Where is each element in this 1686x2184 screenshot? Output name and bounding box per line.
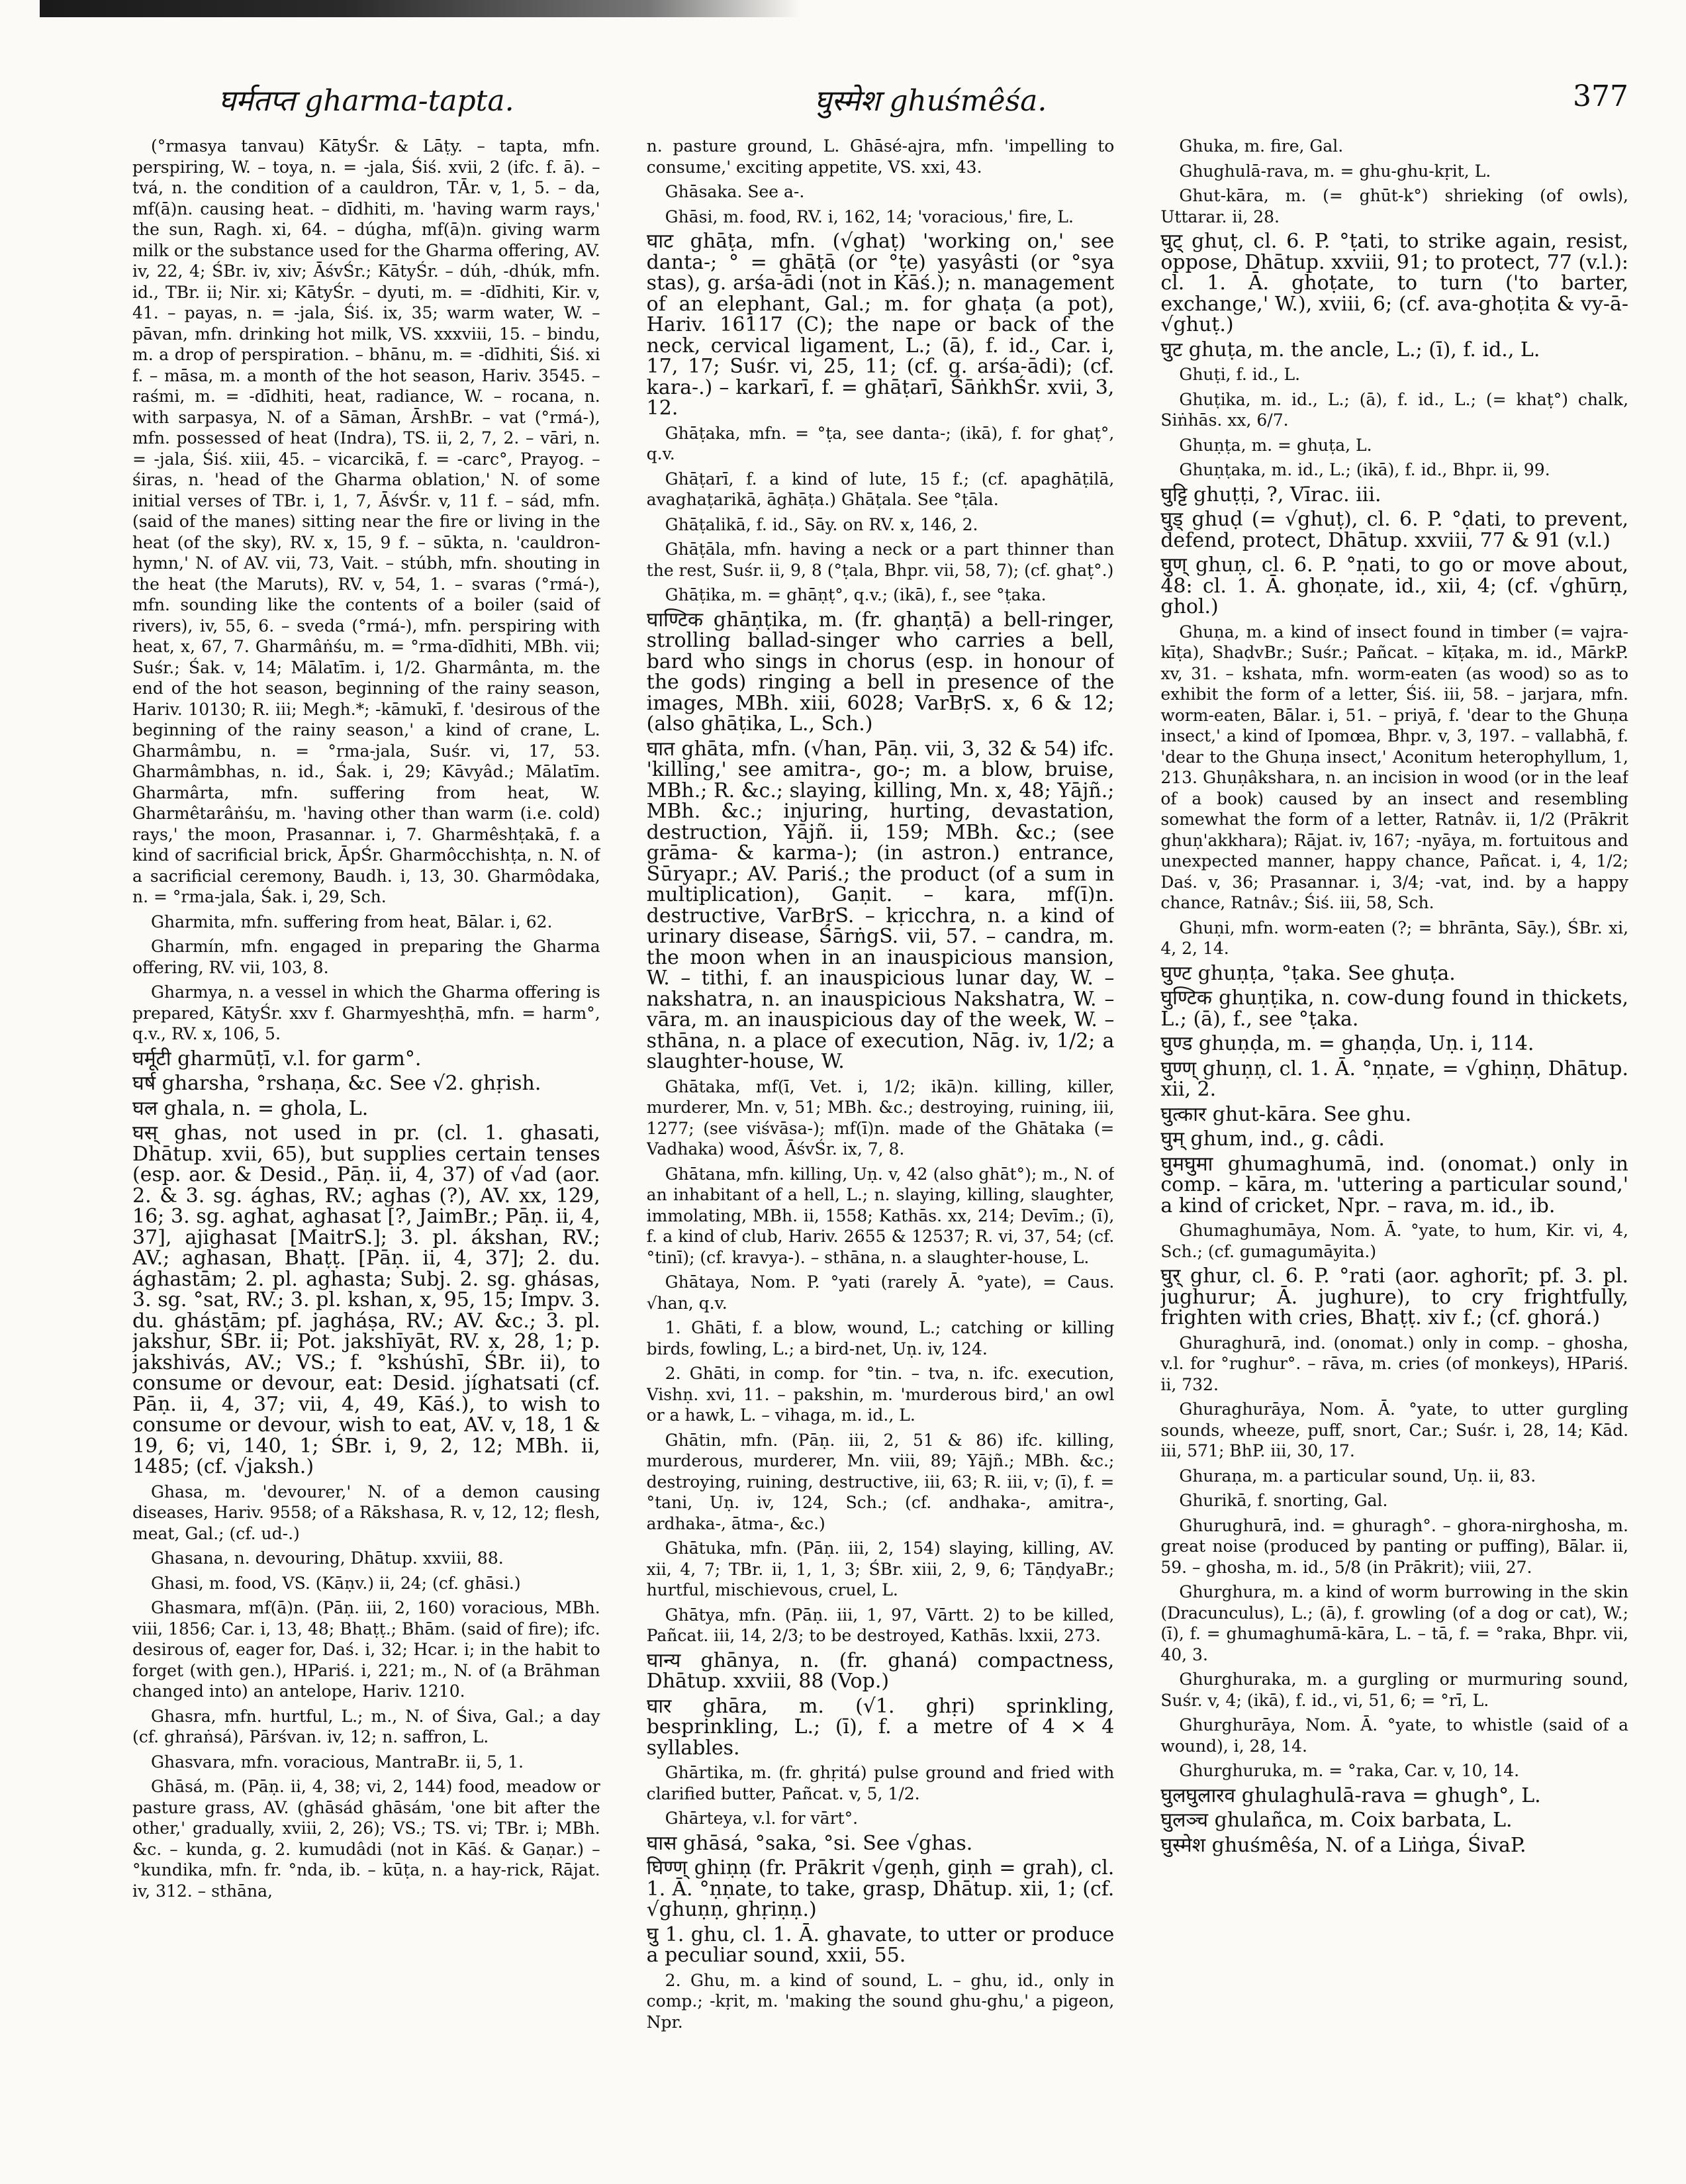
dictionary-entry: Ghātin, mfn. (Pāṇ. iii, 2, 51 & 86) ifc. killing, murderous, murderer, Mn. viii, 89; Yājñ.; MBh. &c.; destroying, ruining, destructive, iii, 63; R. iii, v; (ī), f. = °tani, Uṇ. iv, 124, Sch.; (cf. andhaka-, amitra-, ardhaka-, ātma-, &c.) <box>646 1430 1115 1533</box>
dictionary-entry: घात ghāta, mfn. (√han, Pāṇ. vii, 3, 32 & 54) ifc. 'killing,' see amitra-, go-; m. a blow, bruise, MBh.; R. &c.; slaying, killing, Mn. x, 48; Yājñ.; MBh. &c.; injuring, hurting, devastation, destruction, Yājñ. ii, 159; MBh. &c.; (see grāma- & karma-); (in astron.) entrance, Sūryapr.; AV. Pariś.; the product (of a sum in multiplication), Gaṇit. – kara, mf(ī)n. destructive, VarBṛS. – kṛicchra, n. a kind of urinary disease, ŚārṅgS. vii, 57. – candra, m. the moon when in an inauspicious mansion, W. – tithi, f. an inauspicious lunar day, W. – nakshatra, n. an inauspicious Nakshatra, W. – vāra, m. an inauspicious day of the week, W. – sthāna, n. a place of execution, Nāg. iv, 1/2; a slaughter-house, W. <box>646 737 1115 1073</box>
dictionary-entry: Ghātaka, mf(ī, Vet. i, 1/2; ikā)n. killing, killer, murderer, Mn. v, 51; MBh. &c.; destroying, ruining, iii, 1277; (see viśvāsa-); mf(ī)n. made of the Ghātaka (= Vadhaka) wood, ĀśvŚr. ix, 7, 8. <box>646 1076 1115 1159</box>
dictionary-entry: Ghurughurā, ind. = ghuragh°. – ghora-nirghosha, m. great noise (produced by panting or puffing), Bālar. ii, 59. – ghosha, m. id., 5/8 (in Prākrit); viii, 27. <box>1160 1515 1629 1577</box>
dictionary-entry: Ghasana, n. devouring, Dhātup. xxviii, 88. <box>151 1548 504 1568</box>
dictionary-entry: घर्ष gharsha, °rshaṇa, &c. See √2. ghṛish. <box>132 1072 541 1095</box>
dictionary-entry: घुण्ण् ghuṇṇ, cl. 1. Ā. °ṇṇate, = √ghiṇṇ, Dhātup. xii, 2. <box>1160 1057 1629 1101</box>
dictionary-entry: Ghurghuruka, m. = °raka, Car. v, 10, 14. <box>1179 1761 1520 1780</box>
dictionary-entry: Ghuṇṭa, m. = ghuṭa, L. <box>1179 435 1372 455</box>
dictionary-entry: Ghuṇṭaka, m. id., L.; (ikā), f. id., Bhpr. ii, 99. <box>1179 460 1550 479</box>
dictionary-entry: Ghātana, mfn. killing, Uṇ. v, 42 (also ghāt°); m., N. of an inhabitant of a hell, L.; n. slaying, killing, slaughter, immolating, MBh. ii, 1558; Kathās. xx, 214; Devīm.; (ī), f. a kind of club, Hariv. 2655 & 12537; R. vi, 37, 54; (cf. °tinī); (cf. kravya-). – sthāna, n. a slaughter-house, L. <box>646 1164 1115 1267</box>
dictionary-entry: घुमघुमा ghumaghumā, ind. (onomat.) only in comp. – kāra, m. 'uttering a particular sound,' a kind of cricket, Npr. – rava, m. id., ib. <box>1160 1152 1629 1217</box>
dictionary-entry: Ghurghurāya, Nom. Ā. °yate, to whistle (said of a wound), i, 28, 14. <box>1160 1715 1629 1756</box>
dictionary-entry: Ghuka, m. fire, Gal. <box>1179 136 1344 156</box>
dictionary-entry: 2. Ghāti, in comp. for °tin. – tva, n. ifc. execution, Vishṇ. xvi, 11. – pakshin, m. 'murderous bird,' an owl or a hawk, L. – vihaga, m. id., L. <box>646 1364 1115 1425</box>
dictionary-entry: Ghāṭalikā, f. id., Sāy. on RV. x, 146, 2. <box>665 514 978 534</box>
dictionary-entry: Ghārtika, m. (fr. ghṛitá) pulse ground and fried with clarified butter, Pañcat. v, 5, 1/2. <box>646 1763 1115 1803</box>
dictionary-entry: घुलघुलारव ghulaghulā-rava = ghugh°, L. <box>1160 1783 1541 1807</box>
dictionary-entry: Ghasmara, mf(ā)n. (Pāṇ. iii, 2, 160) voracious, MBh. viii, 1856; Car. i, 13, 48; Bhaṭṭ.; Bhām. (said of fire); ifc. desirous of, eager for, Daś. i, 32; Hcar. i; in the habit to forget (with gen.), HPariś. i, 221; m., N. of (a Brāhman changed into) an antelope, Hariv. 1210. <box>132 1598 600 1701</box>
dictionary-entry: Ghāsi, m. food, RV. i, 162, 14; 'voracious,' fire, L. <box>665 207 1074 226</box>
dictionary-columns <box>132 136 1628 2161</box>
column-2 <box>647 136 1115 2161</box>
dictionary-entry: घाण्टिक ghāṇṭika, m. (fr. ghaṇṭā) a bell-ringer, strolling ballad-singer who carries a bell, bard who sings in chorus (esp. in honour of the gods) ringing a bell in presence of the images, MBh. xiii, 6028; VarBṛS. x, 6 & 12; (also ghāṭika, L., Sch.) <box>646 608 1115 736</box>
dictionary-entry: Ghurghura, m. a kind of worm burrowing in the skin (Dracunculus), L.; (ā), f. growling (of a dog or cat), W.; (ī), f. = ghumaghumā-kāra, L. – tā, f. = °raka, Bhpr. vii, 40, 3. <box>1160 1582 1629 1664</box>
dictionary-entry: घुत्कार ghut-kāra. See ghu. <box>1160 1102 1412 1126</box>
column-3 <box>1160 136 1628 2161</box>
dictionary-entry: Ghāṭaka, mfn. = °ṭa, see danta-; (ikā), f. for ghaṭ°, q.v. <box>646 423 1115 463</box>
dictionary-entry: घुण्टिक ghuṇṭika, n. cow-dung found in thickets, L.; (ā), f., see °ṭaka. <box>1160 986 1629 1031</box>
dictionary-entry: Gharmita, mfn. suffering from heat, Bālar. i, 62. <box>151 912 553 931</box>
dictionary-entry: घुड् ghuḍ (= √ghuṭ), cl. 6. P. °ḍati, to prevent, defend, protect, Dhātup. xxviii, 77 & 91 (v.l.) <box>1160 508 1629 552</box>
dictionary-entry: Ghut-kāra, m. (= ghūt-k°) shrieking (of owls), Uttarar. ii, 28. <box>1160 186 1629 226</box>
dictionary-entry: Ghāṭāla, mfn. having a neck or a part thinner than the rest, Suśr. ii, 9, 8 (°ṭala, Bhpr. vii, 58, 7); (cf. ghaṭ°.) <box>646 540 1115 580</box>
dictionary-entry: घुट् ghuṭ, cl. 6. P. °ṭati, to strike again, resist, oppose, Dhātup. xxviii, 91; to protect, 77 (v.l.): cl. 1. Ā. ghoṭate, to turn ('to barter, exchange,' W.), xviii, 6; (cf. ava-ghoṭita & vy-ā-√ghuṭ.) <box>1160 230 1629 336</box>
dictionary-entry: n. pasture ground, L. Ghāsé-ajra, mfn. 'impelling to consume,' exciting appetite, VS. xxi, 43. <box>646 136 1115 177</box>
dictionary-entry: घुलञ्च ghulañca, m. Coix barbata, L. <box>1160 1809 1513 1832</box>
dictionary-entry: Ghuṭika, m. id., L.; (ā), f. id., L.; (= khaṭ°) chalk, Siṅhās. xx, 6/7. <box>1160 389 1629 430</box>
dictionary-entry: घिण्ण् ghiṇṇ (fr. Prākrit √geṇh, giṇh = grah), cl. 1. Ā. °ṇṇate, to take, grasp, Dhātup. xii, 1; (cf. √ghuṇṇ, ghṛiṇṇ.) <box>646 1856 1115 1921</box>
dictionary-entry: घल ghala, n. = ghola, L. <box>132 1096 369 1120</box>
dictionary-entry: Ghurikā, f. snorting, Gal. <box>1179 1491 1388 1510</box>
dictionary-entry: घस् ghas, not used in pr. (cl. 1. ghasati, Dhātup. xvii, 65), but supplies certain tenses (esp. aor. & Desid., Pāṇ. ii, 4, 37) of √ad (aor. 2. & 3. sg. ághas, RV.; aghas (?), AV. xx, 129, 16; 3. sg. aghat, aghasat [?, JaimBr.; Pāṇ. ii, 4, 37], ajighasat [MaitrS.]; 3. pl. ákshan, RV.; AV.; aghasan, Bhaṭṭ. [Pāṇ. ii, 4, 37]; 2. du. ághastām; 2. pl. aghasta; Subj. 2. sg. ghásas, 3. sg. °sat, RV.; 3. pl. kshan, x, 95, 15; Impv. 3. du. ghástām; pf. jagháṣa, RV.; AV. &c.; 3. pl. jakshur, ŚBr. ii; Pot. jakshīyāt, RV. x, 28, 1; p. jakshivás, AV.; VS.; f. °kshúshī, ŚBr. ii), to consume or devour, eat: Desid. jíghatsati (cf. Pāṇ. ii, 4, 37; vii, 4, 49, Kāś.), to wish to consume or devour, wish to eat, AV. v, 18, 1 & 19, 6; vi, 140, 1; ŚBr. i, 9, 2, 12; MBh. ii, 1485; (cf. √jaksh.) <box>132 1121 600 1478</box>
dictionary-entry: घर्मूटी gharmūṭī, v.l. for garm°. <box>132 1047 422 1070</box>
dictionary-entry: Ghuṭi, f. id., L. <box>1179 365 1301 384</box>
dictionary-entry: घु 1. ghu, cl. 1. Ā. ghavate, to utter or produce a peculiar sound, xxii, 55. <box>646 1923 1115 1967</box>
dictionary-entry: Ghurghuraka, m. a gurgling or murmuring sound, Suśr. v, 4; (ikā), f. id., vi, 51, 6; = °rī, L. <box>1160 1670 1629 1710</box>
dictionary-entry: Ghātaya, Nom. P. °yati (rarely Ā. °yate), = Caus. √han, q.v. <box>646 1272 1115 1313</box>
running-head-middle: घुस्मेश ghuśmêśa. <box>814 84 1047 118</box>
running-head-left: घर्मतप्त gharma-tapta. <box>218 84 514 118</box>
dictionary-entry: Gharmín, mfn. engaged in preparing the Gharma offering, RV. vii, 103, 8. <box>132 937 600 977</box>
dictionary-entry: घुट ghuṭa, m. the ancle, L.; (ī), f. id., L. <box>1160 338 1540 361</box>
dictionary-entry: घुण् ghuṇ, cl. 6. P. °ṇati, to go or move about, 48: cl. 1. Ā. ghoṇate, id., xii, 4; (cf. √ghūrṇ, ghol.) <box>1160 553 1629 618</box>
top-edge-bar <box>40 0 801 17</box>
dictionary-entry: Ghāṭarī, f. a kind of lute, 15 f.; (cf. apaghāṭilā, avaghaṭarikā, āghāṭa.) Ghāṭala. See °ṭāla. <box>646 469 1115 509</box>
dictionary-entry: Ghuraṇa, m. a particular sound, Uṇ. ii, 83. <box>1179 1466 1536 1486</box>
dictionary-entry: Gharmya, n. a vessel in which the Gharma offering is prepared, KātyŚr. xxv f. Gharmyeshṭhā, mfn. = harm°, q.v., RV. x, 106, 5. <box>132 982 600 1043</box>
dictionary-entry: घुण्ट ghuṇṭa, °ṭaka. See ghuṭa. <box>1160 961 1456 985</box>
dictionary-entry: Ghasi, m. food, VS. (Kāṇv.) ii, 24; (cf. ghāsi.) <box>151 1573 521 1593</box>
dictionary-entry: Ghāsaka. See a-. <box>665 182 805 201</box>
dictionary-entry: घुर् ghur, cl. 6. P. °rati (aor. aghorīt; pf. 3. pl. jughurur; Ā. jughure), to cry frightfully, frighten with cries, Bhaṭṭ. xiv f.; (cf. ghorá.) <box>1160 1264 1629 1329</box>
dictionary-entry: Ghuṇa, m. a kind of insect found in timber (= vajra-kīṭa), ShaḍvBr.; Suśr.; Pañcat. – kīṭaka, m. id., MārkP. xv, 31. – kshata, mfn. worm-eaten (as wood) so as to exhibit the form of a letter, Śiś. iii, 58. – jarjara, mfn. worm-eaten, Bālar. i, 51. – priyā, f. 'dear to the Ghuṇa insect,' a kind of Ipomœa, Bhpr. v, 3, 197. – vallabhā, f. 'dear to the Ghuṇa insect,' Aconitum heterophyllum, 1, 213. Ghuṇâkshara, n. an incision in wood (or in the leaf of a book) caused by an insect and resembling somewhat the form of a letter, Ratnâv. ii, 1/2 (Prākrit ghuṇ'akkhara); Rājat. iv, 167; -nyāya, m. fortuitous and unexpected manner, happy chance, Pañcat. i, 4, 1/2; Daś. v, 36; Prasannar. i, 3/4; -vat, ind. by a happy chance, Ratnâv.; Śiś. iii, 58, Sch. <box>1160 622 1629 912</box>
dictionary-entry: घुस्मेश ghuśmêśa, N. of a Liṅga, ŚivaP. <box>1160 1833 1526 1857</box>
dictionary-entry: घुण्ड ghuṇḍa, m. = ghaṇḍa, Uṇ. i, 114. <box>1160 1032 1534 1055</box>
dictionary-entry: Ghuraghurā, ind. (onomat.) only in comp. – ghosha, v.l. for °rughur°. – rāva, m. cries (of monkeys), HPariś. ii, 732. <box>1160 1333 1629 1394</box>
dictionary-entry: घुट्टि ghuṭṭi, ?, Vīrac. iii. <box>1160 483 1382 506</box>
dictionary-entry: घाट ghāṭa, mfn. (√ghaṭ) 'working on,' see danta-; ° = ghāṭā (or °ṭe) yasyâsti (or °sya stas), g. arśa-ādi (not in Kāś.); n. management of an elephant, Gal.; m. for ghaṭa (a pot), Hariv. 16117 (C); the nape or back of the neck, cervical ligament, L.; (ā), f. id., Car. i, 17, 17; Suśr. vi, 25, 11; (cf. g. arśa-ādi); (cf. kara-.) – karkarī, f. = ghāṭarī, ŚāṅkhŚr. xvii, 3, 12. <box>646 230 1115 420</box>
dictionary-entry: घुम् ghum, ind., g. câdi. <box>1160 1127 1385 1151</box>
dictionary-entry: Ghasa, m. 'devourer,' N. of a demon causing diseases, Hariv. 9558; of a Rākshasa, R. v, 12, 12; flesh, meat, Gal.; (cf. ud-.) <box>132 1482 600 1543</box>
dictionary-entry: Ghārteya, v.l. for vārt°. <box>665 1809 859 1828</box>
dictionary-entry: Ghāsá, m. (Pāṇ. ii, 4, 38; vi, 2, 144) food, meadow or pasture grass, AV. (ghāsád ghāsám, 'one bit after the other,' gradually, xviii, 2, 26); VS.; TS. vi; TBr. i; MBh. &c. – kunda, g. 2. kumudâdi (not in Kāś. & Gaṇar.) – °kundika, mfn. fr. °nda, ib. – kūṭa, n. a hay-rick, Rājat. iv, 312. – sthāna, <box>132 1777 600 1901</box>
dictionary-entry: Ghumaghumāya, Nom. Ā. °yate, to hum, Kir. vi, 4, Sch.; (cf. gumagumāyita.) <box>1160 1221 1629 1261</box>
page-header <box>218 79 1628 132</box>
dictionary-entry: (°rmasya tanvau) KātyŚr. & Lāṭy. – tapta, mfn. perspiring, W. – toya, n. = -jala, Śiś. xvii, 2 (ifc. f. ā). – tvá, n. the condition of a cauldron, TĀr. v, 1, 5. – da, mf(ā)n. causing heat. – dīdhiti, m. 'having warm rays,' the sun, Ragh. xi, 64. – dúgha, mf(ā)n. giving warm milk or the substance used for the Gharma offering, AV. iv, 22, 4; ŚBr. iv, xiv; ĀśvŚr.; KātyŚr. – dúh, -dhúk, mfn. id., TBr. ii; Nir. xi; KātyŚr. – dyuti, m. = -dīdhiti, Kir. v, 41. – payas, n. = -jala, Śiś. ix, 35; warm water, W. – pāvan, mfn. drinking hot milk, VS. xxxviii, 15. – bindu, m. a drop of perspiration. – bhānu, m. = -dīdhiti, Śiś. xi f. – māsa, m. a month of the hot season, Hariv. 3545. – raśmi, m. = -dīdhiti, heat, radiance, W. – rocana, n. with sarpasya, N. of a Sāman, ĀrshBr. – vat (°rmá-), mfn. possessed of heat (Indra), TS. ii, 2, 7, 2. – vāri, n. = -jala, Śiś. xiii, 45. – vicarcikā, f. = -carc°, Prayog. – śiras, n. 'head of the Gharma oblation,' N. of some initial verses of TBr. i, 1, 7, ĀśvŚr. v, 11 f. – sád, mfn. (said of the manes) sitting near the fire or living in the heat (of the sky), RV. x, 15, 9 f. – sūkta, n. 'cauldron-hymn,' N. of AV. vii, 73, Vait. – stúbh, mfn. shouting in the heat (the Maruts), RV. v, 54, 1. – svaras (°rmá-), mfn. sounding like the contents of a boiler (said of rivers), iv, 55, 6. – sveda (°rmá-), mfn. perspiring with heat, x, 67, 7. Gharmâṅśu, m. = °rma-dīdhiti, MBh. vii; Suśr.; Śak. v, 14; Mālatīm. i, 1/2. Gharmânta, m. the end of the hot season, beginning of the rainy season, Hariv. 10130; R. iii; Megh.*; -kāmukī, f. 'desirous of the beginning of the rainy season,' a kind of crane, L. Gharmâmbu, n. = °rma-jala, Suśr. vi, 17, 53. Gharmâmbhas, n. id., Śak. i, 29; Kāvyâd.; Mālatīm. Gharmârta, mfn. suffering from heat, W. Gharmêtarâṅśu, m. 'having other than warm (i.e. cold) rays,' the moon, Prasannar. i, 7. Gharmêshṭakā, f. a kind of sacrificial brick, ĀpŚr. Gharmôcchishṭa, n. N. of a sacrificial ceremony, Baudh. i, 13, 30. Gharmôdaka, n. = °rma-jala, Śak. i, 29, Sch. <box>132 136 600 906</box>
dictionary-entry: घार ghāra, m. (√1. ghṛi) sprinkling, besprinkling, L.; (ī), f. a metre of 4 × 4 syllables. <box>646 1694 1115 1760</box>
dictionary-entry: Ghasvara, mfn. voracious, MantraBr. ii, 5, 1. <box>151 1752 524 1772</box>
dictionary-entry: 2. Ghu, m. a kind of sound, L. – ghu, id., only in comp.; -kṛit, m. 'making the sound ghu-ghu,' a pigeon, Npr. <box>646 1970 1115 2032</box>
page-number: 377 <box>1573 79 1628 113</box>
dictionary-entry: Ghāṭika, m. = ghāṇṭ°, q.v.; (ikā), f., see °ṭaka. <box>665 585 1047 604</box>
dictionary-entry: 1. Ghāti, f. a blow, wound, L.; catching or killing birds, fowling, L.; a bird-net, Uṇ. iv, 124. <box>646 1318 1115 1358</box>
dictionary-entry: घास ghāsá, °saka, °si. See √ghas. <box>646 1831 973 1855</box>
dictionary-entry: Ghughulā-rava, m. = ghu-ghu-kṛit, L. <box>1179 161 1491 181</box>
dictionary-entry: Ghātya, mfn. (Pāṇ. iii, 1, 97, Vārtt. 2) to be killed, Pañcat. iii, 14, 2/3; to be destroyed, Kathās. lxxii, 273. <box>646 1605 1115 1645</box>
dictionary-entry: Ghuṇi, mfn. worm-eaten (?; = bhrānta, Sāy.), ŚBr. xi, 4, 2, 14. <box>1160 918 1629 958</box>
dictionary-entry: घान्य ghānya, n. (fr. ghaná) compactness, Dhātup. xxviii, 88 (Vop.) <box>646 1648 1115 1693</box>
dictionary-entry: Ghasra, mfn. hurtful, L.; m., N. of Śiva, Gal.; a day (cf. ghraṅsá), Pārśvan. iv, 12; n. saffron, L. <box>132 1706 600 1746</box>
dictionary-entry: Ghātuka, mfn. (Pāṇ. iii, 2, 154) slaying, killing, AV. xii, 4, 7; TBr. ii, 1, 1, 3; ŚBr. xiii, 2, 9, 6; TāṇḍyaBr.; hurtful, mischievous, cruel, L. <box>646 1539 1115 1599</box>
dictionary-entry: Ghuraghurāya, Nom. Ā. °yate, to utter gurgling sounds, wheeze, puff, snort, Car.; Suśr. i, 28, 14; Kād. iii, 571; BhP. iii, 30, 17. <box>1160 1400 1629 1460</box>
column-1 <box>132 136 600 2161</box>
